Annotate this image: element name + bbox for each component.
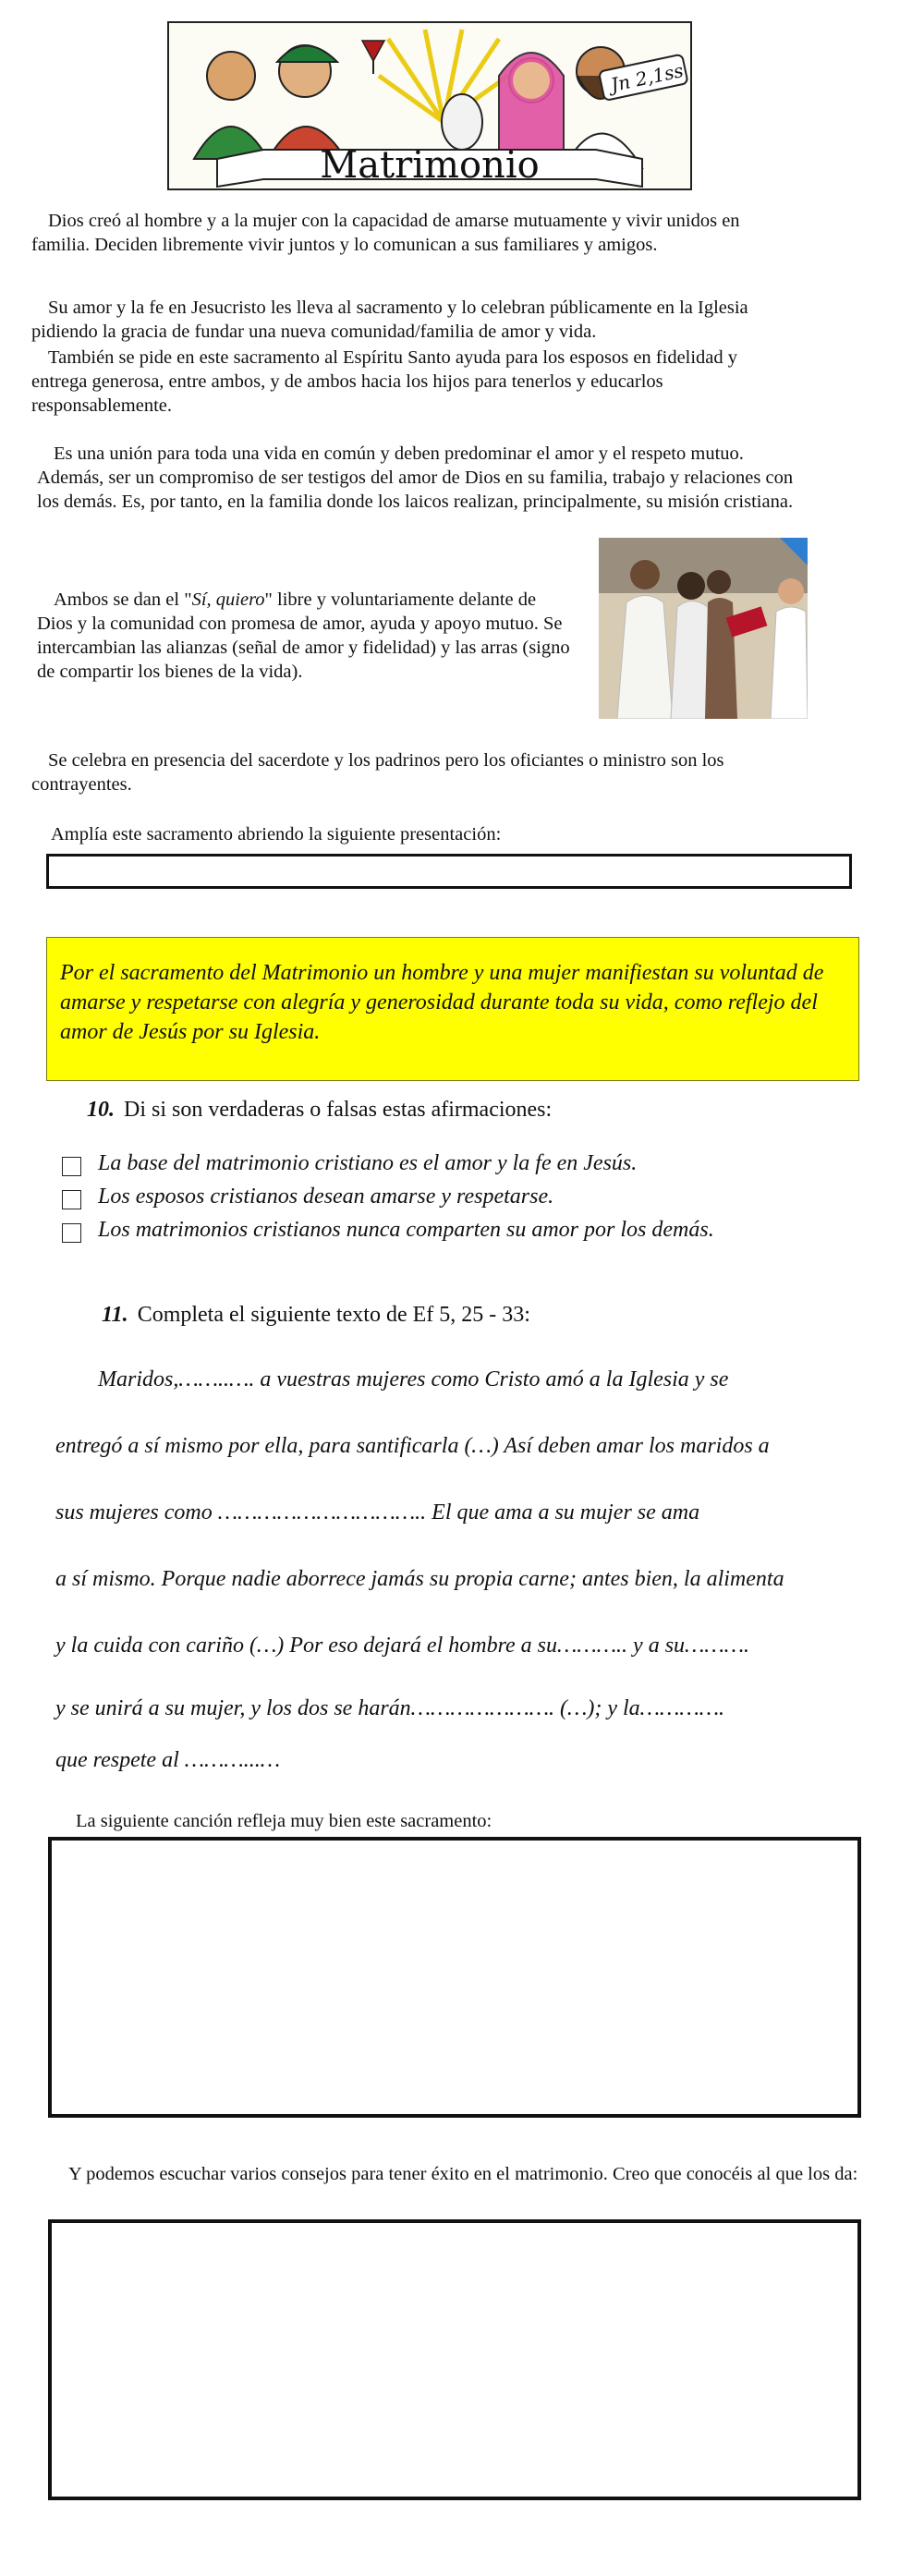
intro-paragraph-1: Dios creó al hombre y a la mujer con la capacidad de amarse mutuamente y vivir unidos en familia. Deciden libremente vivir juntos y lo comunican a sus familiares y amigos. xyxy=(31,211,740,255)
statement-3: Los matrimonios cristianos nunca comparten su amor por los demás. xyxy=(98,1218,714,1242)
intro-paragraph-6: Se celebra en presencia del sacerdote y los padrinos pero los oficiantes o ministro son los contrayentes. xyxy=(31,750,724,795)
ephesians-line-2: entregó a sí mismo por ella, para santificarla (…) Así deben amar los maridos a xyxy=(55,1434,770,1458)
song-label: La siguiente canción refleja muy bien este sacramento: xyxy=(76,1811,492,1831)
ephesians-line-1: Maridos,……..…. a vuestras mujeres como Cristo amó a la Iglesia y se xyxy=(98,1367,729,1391)
intro-paragraph-5 xyxy=(37,588,573,684)
ephesians-line-3: sus mujeres como ………………………….. El que ama a su mujer se ama xyxy=(55,1501,700,1525)
statement-3-checkbox[interactable] xyxy=(62,1223,81,1243)
question-10-prompt: Di si son verdaderas o falsas estas afirmaciones: xyxy=(124,1098,553,1122)
banner-title: Matrimonio xyxy=(320,144,540,187)
ephesians-line-6: y se unirá a su mujer, y los dos se harán…………………. (…); y la…………. xyxy=(55,1696,725,1720)
presentation-label: Amplía este sacramento abriendo la siguiente presentación: xyxy=(51,824,502,844)
ephesians-line-7: que respete al ………...… xyxy=(55,1748,281,1772)
question-10-heading xyxy=(87,1098,552,1123)
intro-paragraph-4: Es una unión para toda una vida en común y deben predominar el amor y el respeto mutuo. Además, ser un compromiso de ser testigos del amor de Dios en su familia, trabajo y relaciones con los demás. Es, por tanto, en la familia donde los laicos realizan, principalmente, su misión cristiana. xyxy=(37,444,794,512)
summary-box xyxy=(46,937,859,1081)
statement-1: La base del matrimonio cristiano es el amor y la fe en Jesús. xyxy=(98,1151,638,1175)
question-11-number: 11. xyxy=(102,1303,128,1327)
advice-embed-box[interactable] xyxy=(48,2219,861,2500)
si-quiero-phrase: Sí, quiero xyxy=(191,589,265,610)
statement-1-checkbox[interactable] xyxy=(62,1157,81,1176)
question-10-number: 10. xyxy=(87,1098,115,1122)
paragraph-5-start: Ambos se dan el " xyxy=(54,589,192,610)
intro-paragraph-2: Su amor y la fe en Jesucristo les lleva al sacramento y lo celebran públicamente en la Iglesia pidiendo la gracia de fundar una nueva comunidad/familia de amor y vida. xyxy=(31,298,748,342)
wedding-photo xyxy=(599,538,808,719)
ephesians-line-4: a sí mismo. Porque nadie aborrece jamás su propia carne; antes bien, la alimenta xyxy=(55,1567,784,1591)
song-embed-box[interactable] xyxy=(48,1837,861,2118)
summary-text: Por el sacramento del Matrimonio un hombre y una mujer manifiestan su voluntad de amarse y respetarse con alegría y generosidad durante toda su vida, como reflejo del amor de Jesús por su Iglesia. xyxy=(60,961,824,1044)
question-11-heading xyxy=(102,1303,530,1328)
statement-2: Los esposos cristianos desean amarse y respetarse. xyxy=(98,1185,554,1209)
intro-paragraph-3: También se pide en este sacramento al Espíritu Santo ayuda para los esposos en fidelidad y entrega generosa, entre ambos, y de ambos hacia los hijos para tenerlos y educarlos responsablemente. xyxy=(31,347,738,416)
question-11-prompt: Completa el siguiente texto de Ef 5, 25 - 33: xyxy=(137,1303,530,1327)
reference-text: Jn 2,1ss xyxy=(608,58,686,97)
advice-label: Y podemos escuchar varios consejos para tener éxito en el matrimonio. Creo que conocéis al que los da: xyxy=(68,2164,858,2184)
statement-2-checkbox[interactable] xyxy=(62,1190,81,1209)
paragraph-5-end: " libre y voluntariamente delante de Dios y la comunidad con promesa de amor, ayuda y apoyo mutuo. Se intercambian las alianzas (señal de amor y fidelidad) y las arras (signo de compartir los bienes de la vida). xyxy=(37,589,570,682)
ephesians-line-5: y la cuida con cariño (…) Por eso dejará el hombre a su……….. y a su………. xyxy=(55,1634,750,1658)
presentation-embed-box[interactable] xyxy=(46,854,852,889)
header-illustration xyxy=(166,20,693,191)
wedding-feast-illustration xyxy=(166,20,693,191)
